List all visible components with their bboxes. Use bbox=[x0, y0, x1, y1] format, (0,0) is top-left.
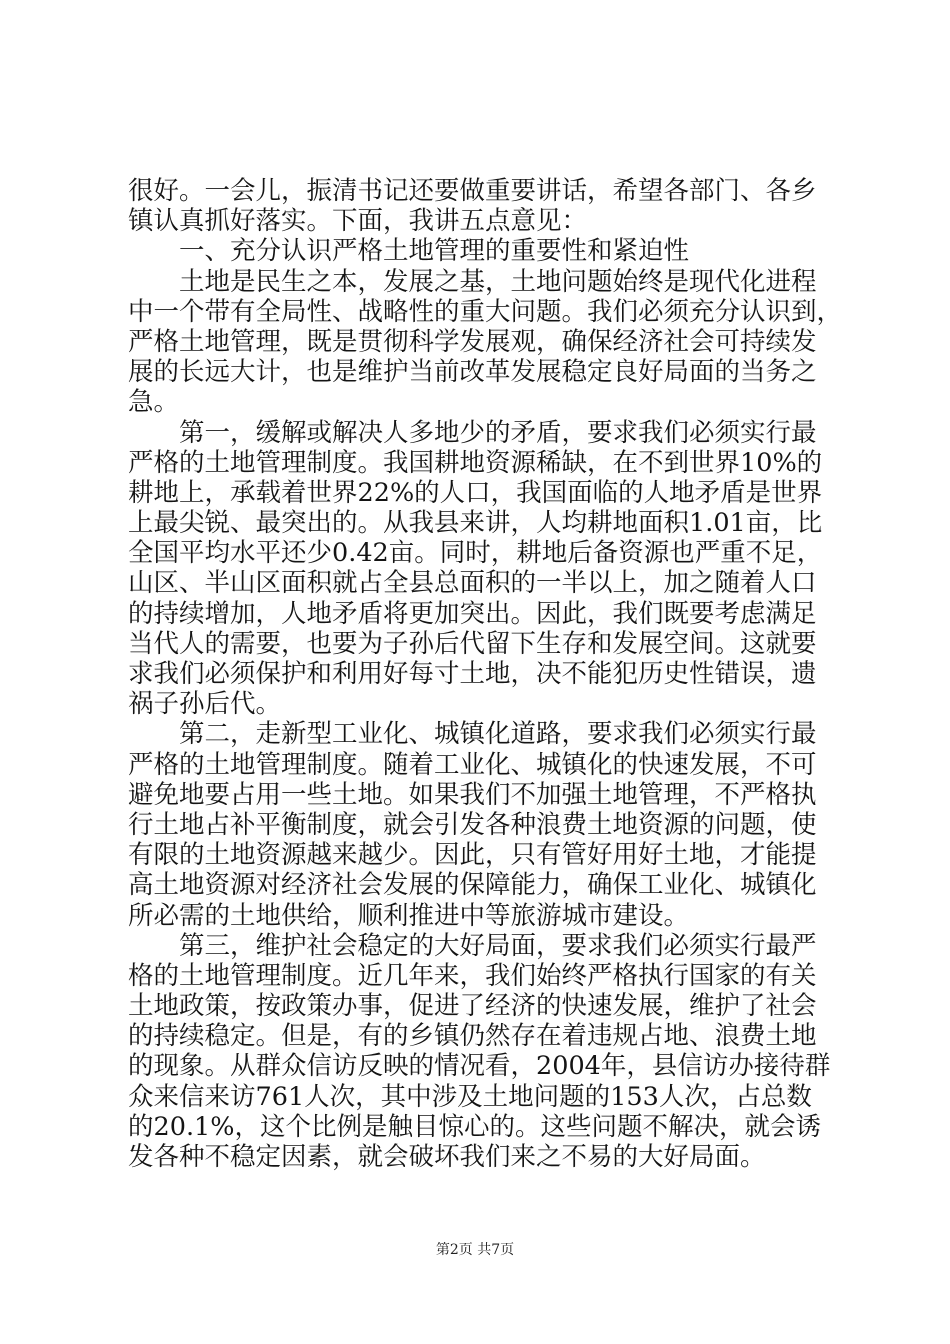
text-line: 中一个带有全局性、战略性的重大问题。我们必须充分认识到， bbox=[128, 296, 843, 327]
text-line: 土地政策，按政策办事，促进了经济的快速发展，维护了社会 bbox=[128, 991, 817, 1022]
text-line: 第二，走新型工业化、城镇化道路，要求我们必须实行最 bbox=[128, 719, 817, 750]
text-line: 的持续稳定。但是，有的乡镇仍然存在着违规占地、浪费土地 bbox=[128, 1021, 817, 1052]
text-line: 上最尖锐、最突出的。从我县来讲，人均耕地面积1.01亩，比 bbox=[128, 508, 823, 539]
text-line: 镇认真抓好落实。下面，我讲五点意见： bbox=[128, 206, 588, 237]
document-body bbox=[128, 176, 846, 1172]
text-line: 有限的土地资源越来越少。因此，只有管好用好土地，才能提 bbox=[128, 840, 817, 871]
page-footer: 第2页 共7页 bbox=[435, 1242, 515, 1258]
text-line: 严格的土地管理制度。随着工业化、城镇化的快速发展，不可 bbox=[128, 749, 817, 780]
text-line: 土地是民生之本，发展之基，土地问题始终是现代化进程 bbox=[128, 266, 817, 297]
text-line: 所必需的土地供给，顺利推进中等旅游城市建设。 bbox=[128, 900, 690, 931]
text-line: 耕地上，承载着世界22%的人口，我国面临的人地矛盾是世界 bbox=[128, 477, 823, 508]
text-line: 第一，缓解或解决人多地少的矛盾，要求我们必须实行最 bbox=[128, 417, 817, 448]
text-line: 山区、半山区面积就占全县总面积的一半以上，加之随着人口 bbox=[128, 568, 817, 599]
text-line: 很好。一会儿，振清书记还要做重要讲话，希望各部门、各乡 bbox=[128, 176, 817, 206]
text-line: 全国平均水平还少0.42亩。同时，耕地后备资源也严重不足， bbox=[128, 538, 823, 569]
text-line: 发各种不稳定因素，就会破坏我们来之不易的大好局面。 bbox=[128, 1142, 766, 1172]
text-line: 急。 bbox=[128, 387, 180, 418]
text-line: 的持续增加，人地矛盾将更加突出。因此，我们既要考虑满足 bbox=[128, 598, 817, 629]
text-line: 格的土地管理制度。近几年来，我们始终严格执行国家的有关 bbox=[128, 960, 817, 991]
text-line: 避免地要占用一些土地。如果我们不加强土地管理，不严格执 bbox=[128, 779, 817, 810]
text-line: 祸子孙后代。 bbox=[128, 689, 282, 720]
text-line: 严格土地管理，既是贯彻科学发展观，确保经济社会可持续发 bbox=[128, 326, 817, 357]
text-line: 严格的土地管理制度。我国耕地资源稀缺，在不到世界10%的 bbox=[128, 447, 823, 478]
text-line: 高土地资源对经济社会发展的保障能力，确保工业化、城镇化 bbox=[128, 870, 817, 901]
text-line: 展的长远大计，也是维护当前改革发展稳定良好局面的当务之 bbox=[128, 357, 817, 388]
text-line: 一、充分认识严格土地管理的重要性和紧迫性 bbox=[128, 236, 690, 267]
text-line: 当代人的需要，也要为子孙后代留下生存和发展空间。这就要 bbox=[128, 628, 817, 659]
text-line: 众来信来访761人次，其中涉及土地问题的153人次，占总数 bbox=[128, 1081, 812, 1112]
text-line: 的现象。从群众信访反映的情况看，2004年，县信访办接待群 bbox=[128, 1051, 831, 1082]
text-line: 第三，维护社会稳定的大好局面，要求我们必须实行最严 bbox=[128, 930, 817, 961]
text-line: 行土地占补平衡制度，就会引发各种浪费土地资源的问题，使 bbox=[128, 809, 817, 840]
text-line: 求我们必须保护和利用好每寸土地，决不能犯历史性错误，遗 bbox=[128, 659, 817, 689]
text-line: 的20.1%，这个比例是触目惊心的。这些问题不解决，就会诱 bbox=[128, 1111, 822, 1142]
